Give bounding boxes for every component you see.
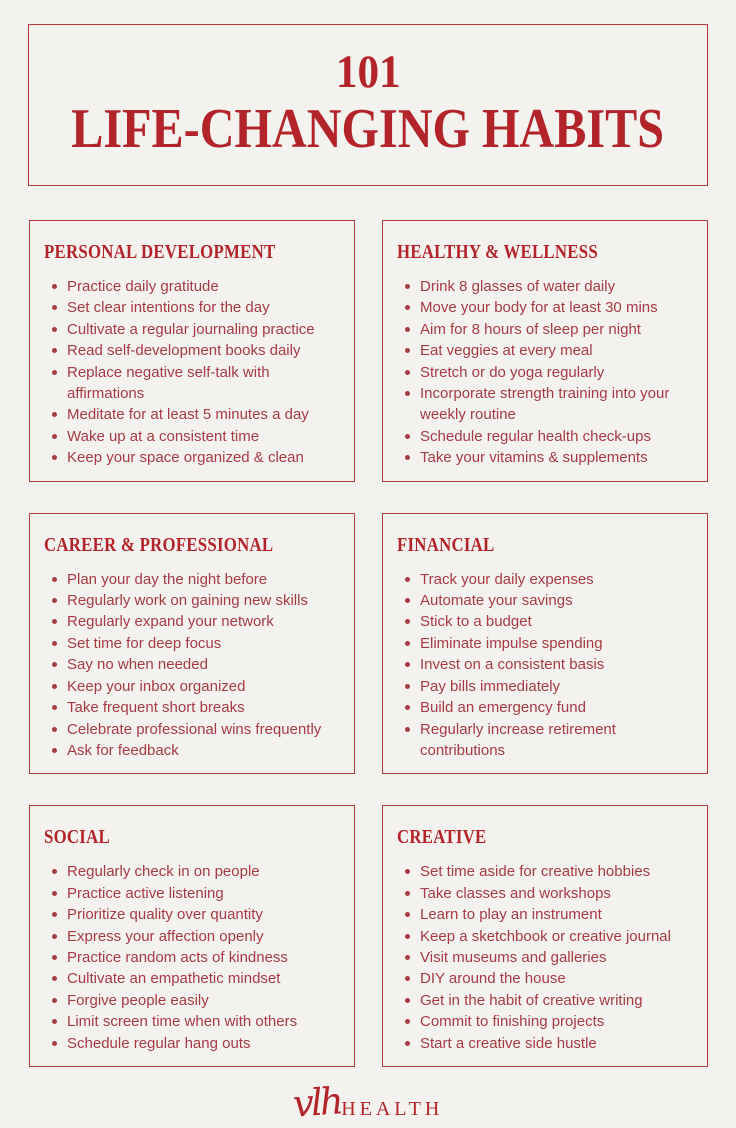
habit-item (44, 1011, 342, 1032)
habit-item (44, 990, 342, 1011)
habit-item (44, 447, 342, 468)
habit-item (397, 990, 695, 1011)
section-title: CAREER & PROFESSIONAL (44, 533, 274, 556)
habit-text: Practice random acts of kindness (67, 948, 288, 966)
habit-item (397, 719, 695, 762)
habit-text: Track your daily expenses (420, 570, 594, 588)
habit-text: Forgive people easily (67, 991, 209, 1009)
habit-item (397, 426, 695, 447)
bullet-dot-icon (405, 348, 410, 353)
habit-item (397, 1033, 695, 1054)
habit-item (44, 633, 342, 654)
habit-text: Schedule regular health check-ups (420, 427, 651, 445)
bullet-dot-icon (52, 934, 57, 939)
bullet-dot-icon (52, 684, 57, 689)
habit-text: Set time for deep focus (67, 634, 222, 652)
habit-text: Ask for feedback (67, 741, 179, 759)
habit-item (44, 276, 342, 297)
habit-text: Incorporate strength training into your weekly routine (420, 385, 670, 424)
bullet-dot-icon (405, 641, 410, 646)
bullet-dot-icon (52, 577, 57, 582)
habit-item (397, 447, 695, 468)
habit-item (397, 654, 695, 675)
bullet-dot-icon (52, 748, 57, 753)
habit-item (44, 1033, 342, 1054)
brand-logo (0, 1079, 736, 1126)
bullet-dot-icon (405, 934, 410, 939)
bullet-dot-icon (52, 998, 57, 1003)
habit-item (397, 569, 695, 590)
habit-text: Meditate for at least 5 minutes a day (67, 406, 309, 424)
bullet-dot-icon (52, 455, 57, 460)
bullet-dot-icon (52, 370, 57, 375)
habit-item (397, 883, 695, 904)
habit-text: Move your body for at least 30 mins (420, 299, 658, 317)
bullet-dot-icon (52, 662, 57, 667)
habit-item (397, 904, 695, 925)
habit-item (44, 569, 342, 590)
habit-text: Keep your space organized & clean (67, 449, 304, 467)
habit-text: Get in the habit of creative writing (420, 991, 643, 1009)
habit-text: Start a creative side hustle (420, 1034, 597, 1052)
habit-item (44, 362, 342, 405)
bullet-dot-icon (405, 976, 410, 981)
habit-text: Regularly work on gaining new skills (67, 592, 308, 610)
bullet-dot-icon (405, 370, 410, 375)
bullet-dot-icon (405, 455, 410, 460)
habit-text: Build an emergency fund (420, 699, 586, 717)
section-personal-development (29, 220, 355, 482)
bullet-dot-icon (405, 1041, 410, 1046)
bullet-dot-icon (405, 869, 410, 874)
habit-item (397, 968, 695, 989)
habit-item (44, 676, 342, 697)
habit-item (397, 633, 695, 654)
habit-text: Set time aside for creative hobbies (420, 863, 651, 881)
habit-list (44, 276, 342, 469)
habit-text: Stick to a budget (420, 613, 532, 631)
habit-text: Limit screen time when with others (67, 1013, 298, 1031)
habit-item (397, 861, 695, 882)
habit-item (397, 697, 695, 718)
habit-text: Plan your day the night before (67, 570, 268, 588)
section-title: PERSONAL DEVELOPMENT (44, 241, 276, 263)
habit-text: Aim for 8 hours of sleep per night (420, 320, 641, 338)
habit-item (44, 861, 342, 882)
habit-text: Regularly increase retirement contributions (420, 720, 616, 759)
bullet-dot-icon (405, 662, 410, 667)
bullet-dot-icon (52, 976, 57, 981)
bullet-dot-icon (405, 684, 410, 689)
bullet-dot-icon (52, 412, 57, 417)
habit-text: Read self-development books daily (67, 342, 301, 360)
habit-text: Cultivate an empathetic mindset (67, 970, 281, 988)
logo-script-icon: vlh (291, 1079, 342, 1126)
habit-list (397, 276, 695, 469)
habit-item (397, 362, 695, 383)
habit-text: Practice daily gratitude (67, 278, 219, 295)
habit-text: Take classes and workshops (420, 884, 611, 902)
habit-item (397, 676, 695, 697)
habit-item (44, 740, 342, 761)
habit-item (44, 968, 342, 989)
bullet-dot-icon (52, 619, 57, 624)
bullet-dot-icon (405, 727, 410, 732)
habit-list (397, 861, 695, 1054)
title-number: 101 (335, 46, 401, 99)
bullet-dot-icon (405, 598, 410, 603)
bullet-dot-icon (405, 434, 410, 439)
bullet-dot-icon (405, 284, 410, 289)
habit-item (44, 883, 342, 904)
habit-text: Prioritize quality over quantity (67, 906, 263, 924)
bullet-dot-icon (52, 327, 57, 332)
habit-text: Keep your inbox organized (67, 677, 246, 695)
bullet-dot-icon (405, 998, 410, 1003)
habit-sections-grid (29, 220, 708, 1067)
habit-text: Stretch or do yoga regularly (420, 363, 605, 381)
bullet-dot-icon (52, 1041, 57, 1046)
habit-item (397, 947, 695, 968)
bullet-dot-icon (52, 891, 57, 896)
bullet-dot-icon (405, 305, 410, 310)
habit-text: Take frequent short breaks (67, 699, 245, 717)
habit-item (397, 590, 695, 611)
habit-text: Drink 8 glasses of water daily (420, 278, 616, 295)
habit-text: Express your affection openly (67, 927, 264, 945)
habit-text: Eliminate impulse spending (420, 634, 603, 652)
habit-text: Celebrate professional wins frequently (67, 720, 322, 738)
bullet-dot-icon (405, 891, 410, 896)
habit-item (397, 319, 695, 340)
habit-item (397, 340, 695, 361)
habit-item (397, 383, 695, 426)
habit-item (44, 297, 342, 318)
habit-item (44, 904, 342, 925)
habit-item (44, 340, 342, 361)
section-career-professional (29, 513, 355, 775)
habit-item (44, 719, 342, 740)
habit-item (44, 926, 342, 947)
bullet-dot-icon (405, 955, 410, 960)
habit-text: Commit to finishing projects (420, 1013, 605, 1031)
bullet-dot-icon (52, 641, 57, 646)
bullet-dot-icon (52, 348, 57, 353)
habit-item (44, 611, 342, 632)
page-title: LIFE-CHANGING HABITS (71, 98, 665, 161)
bullet-dot-icon (405, 619, 410, 624)
bullet-dot-icon (405, 391, 410, 396)
habit-text: Regularly check in on people (67, 863, 260, 881)
title-banner (28, 24, 708, 186)
bullet-dot-icon (405, 912, 410, 917)
bullet-dot-icon (52, 434, 57, 439)
habit-text: Keep a sketchbook or creative journal (420, 927, 671, 945)
habit-item (397, 276, 695, 297)
habit-item (44, 319, 342, 340)
section-title: SOCIAL (44, 826, 110, 849)
habit-item (397, 926, 695, 947)
habit-text: DIY around the house (420, 970, 566, 988)
section-healthy-wellness (382, 220, 708, 482)
bullet-dot-icon (405, 1019, 410, 1024)
bullet-dot-icon (52, 955, 57, 960)
habit-text: Eat veggies at every meal (420, 342, 593, 360)
habit-text: Practice active listening (67, 884, 224, 902)
habit-item (44, 654, 342, 675)
habit-text: Wake up at a consistent time (67, 427, 260, 445)
habit-text: Say no when needed (67, 656, 208, 674)
section-title: FINANCIAL (397, 533, 495, 556)
habit-item (44, 947, 342, 968)
section-title: CREATIVE (397, 826, 487, 849)
habit-text: Visit museums and galleries (420, 948, 607, 966)
habit-list (397, 569, 695, 762)
habit-text: Set clear intentions for the day (67, 299, 270, 317)
habit-text: Replace negative self-talk with affirmations (67, 363, 270, 403)
habit-list (44, 861, 342, 1054)
bullet-dot-icon (52, 284, 57, 289)
habit-item (397, 611, 695, 632)
section-financial (382, 513, 708, 775)
habit-text: Invest on a consistent basis (420, 656, 605, 674)
section-creative (382, 805, 708, 1067)
habit-item (44, 590, 342, 611)
habit-item (44, 426, 342, 447)
habit-item (44, 404, 342, 425)
habit-text: Learn to play an instrument (420, 906, 602, 924)
bullet-dot-icon (52, 1019, 57, 1024)
habit-item (397, 297, 695, 318)
bullet-dot-icon (405, 705, 410, 710)
bullet-dot-icon (52, 727, 57, 732)
habit-text: Cultivate a regular journaling practice (67, 320, 315, 338)
habit-text: Regularly expand your network (67, 613, 274, 631)
bullet-dot-icon (52, 869, 57, 874)
bullet-dot-icon (52, 705, 57, 710)
habit-item (397, 1011, 695, 1032)
habit-text: Pay bills immediately (420, 677, 561, 695)
bullet-dot-icon (52, 598, 57, 603)
bullet-dot-icon (405, 577, 410, 582)
habit-list (44, 569, 342, 762)
logo-wordmark: HEALTH (341, 1097, 444, 1120)
habit-item (44, 697, 342, 718)
habit-text: Automate your savings (420, 592, 573, 610)
bullet-dot-icon (405, 327, 410, 332)
bullet-dot-icon (52, 912, 57, 917)
habit-text: Schedule regular hang outs (67, 1034, 251, 1052)
section-title: HEALTHY & WELLNESS (397, 241, 598, 263)
habit-text: Take your vitamins & supplements (420, 449, 648, 467)
section-social (29, 805, 355, 1067)
bullet-dot-icon (52, 305, 57, 310)
